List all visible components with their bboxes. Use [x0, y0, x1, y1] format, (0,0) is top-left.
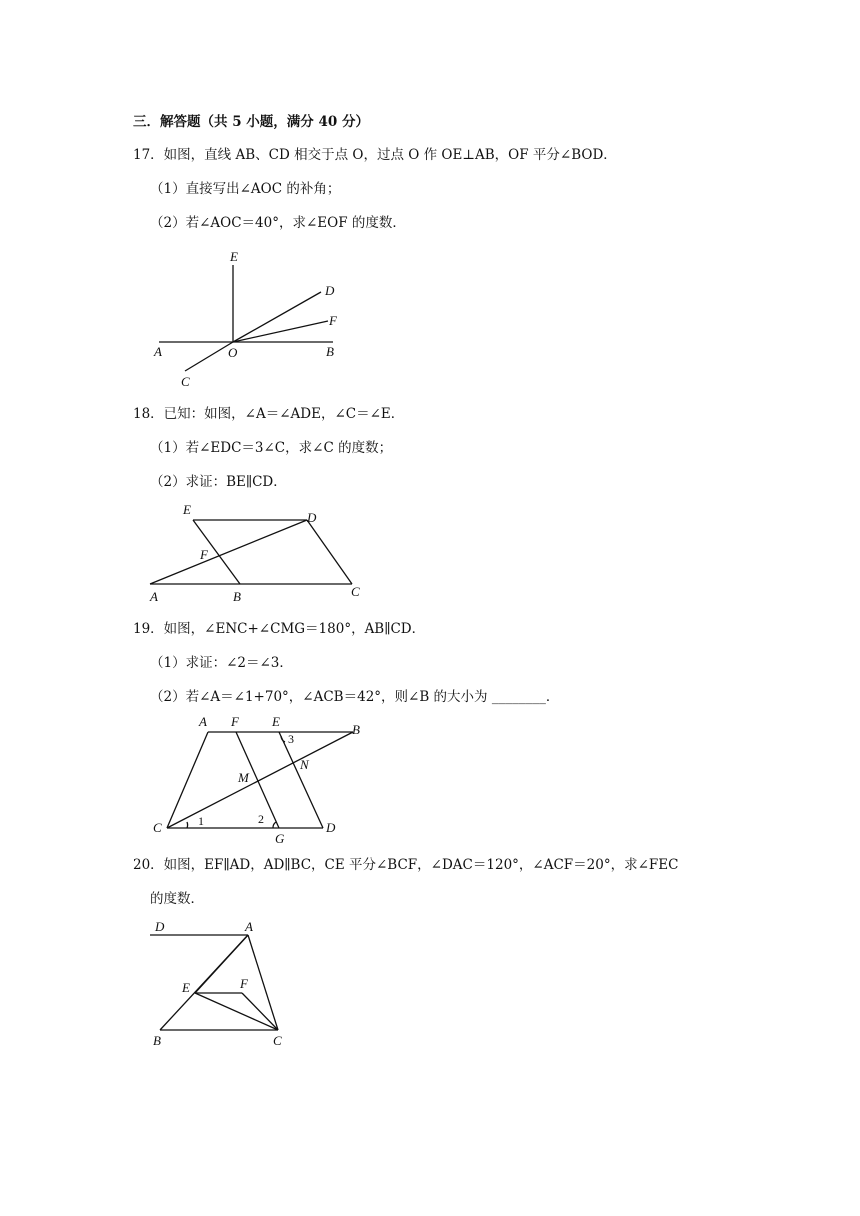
q18-label-D: D [307, 510, 317, 525]
q19-label-C: C [153, 820, 162, 835]
q19-label-F: F [231, 714, 239, 729]
q20-label-B: B [153, 1033, 161, 1048]
q20-label-E: E [182, 980, 190, 995]
q19-label-2: 2 [258, 812, 264, 826]
q20-stem-cont: 的度数． [150, 891, 204, 907]
q18-label-F: F [200, 547, 208, 562]
q19-stem: 19．如图，∠ENC+∠CMG＝180°，AB∥CD． [133, 621, 426, 637]
q19-label-M: M [238, 770, 249, 785]
q20-label-A: A [245, 919, 253, 934]
q18-part1: （1）若∠EDC＝3∠C，求∠C 的度数； [150, 440, 393, 456]
q19-part1: （1）求证：∠2＝∠3． [150, 655, 293, 671]
q17-label-O: O [228, 345, 238, 360]
q17-stem: 17．如图，直线 AB、CD 相交于点 O，过点 O 作 OE⊥AB，OF 平分∠BOD． [133, 147, 617, 163]
q18-label-C: C [351, 584, 360, 599]
q17-part2: （2）若∠AOC＝40°，求∠EOF 的度数． [150, 215, 406, 231]
q18-label-B: B [233, 589, 241, 604]
q18-figure [145, 500, 375, 610]
q19-label-1: 1 [198, 814, 204, 828]
q18-label-E: E [183, 502, 191, 517]
q20-figure [145, 915, 315, 1055]
q17-label-C: C [181, 374, 190, 389]
q19-label-A: A [199, 714, 207, 729]
q17-label-A: A [154, 344, 162, 359]
q20-label-D: D [155, 919, 165, 934]
q20-stem: 20．如图，EF∥AD，AD∥BC，CE 平分∠BCF，∠DAC＝120°，∠ACF＝20°，求∠FEC [133, 857, 679, 873]
q17-label-E: E [230, 249, 238, 264]
q20-label-F: F [240, 976, 248, 991]
q19-label-E: E [272, 714, 280, 729]
q19-label-G: G [275, 831, 285, 846]
q17-figure [145, 245, 365, 395]
q20-label-C: C [273, 1033, 282, 1048]
q18-part2: （2）求证：BE∥CD． [150, 474, 287, 490]
q18-stem: 18．已知：如图，∠A＝∠ADE，∠C＝∠E． [133, 406, 405, 422]
q19-part2: （2）若∠A＝∠1+70°，∠ACB＝42°，则∠B 的大小为 ________． [150, 689, 560, 705]
q19-label-N: N [300, 757, 309, 772]
q17-label-B: B [326, 344, 334, 359]
q19-label-3: 3 [288, 732, 294, 746]
q17-label-D: D [325, 283, 335, 298]
q19-label-B: B [352, 722, 360, 737]
q18-label-A: A [150, 589, 158, 604]
q17-part1: （1）直接写出∠AOC 的补角； [150, 181, 341, 197]
q17-label-F: F [329, 313, 337, 328]
q19-label-D: D [326, 820, 336, 835]
section-header: 三．解答题（共 5 小题，满分 40 分） [133, 114, 369, 130]
q19-figure [145, 712, 385, 852]
